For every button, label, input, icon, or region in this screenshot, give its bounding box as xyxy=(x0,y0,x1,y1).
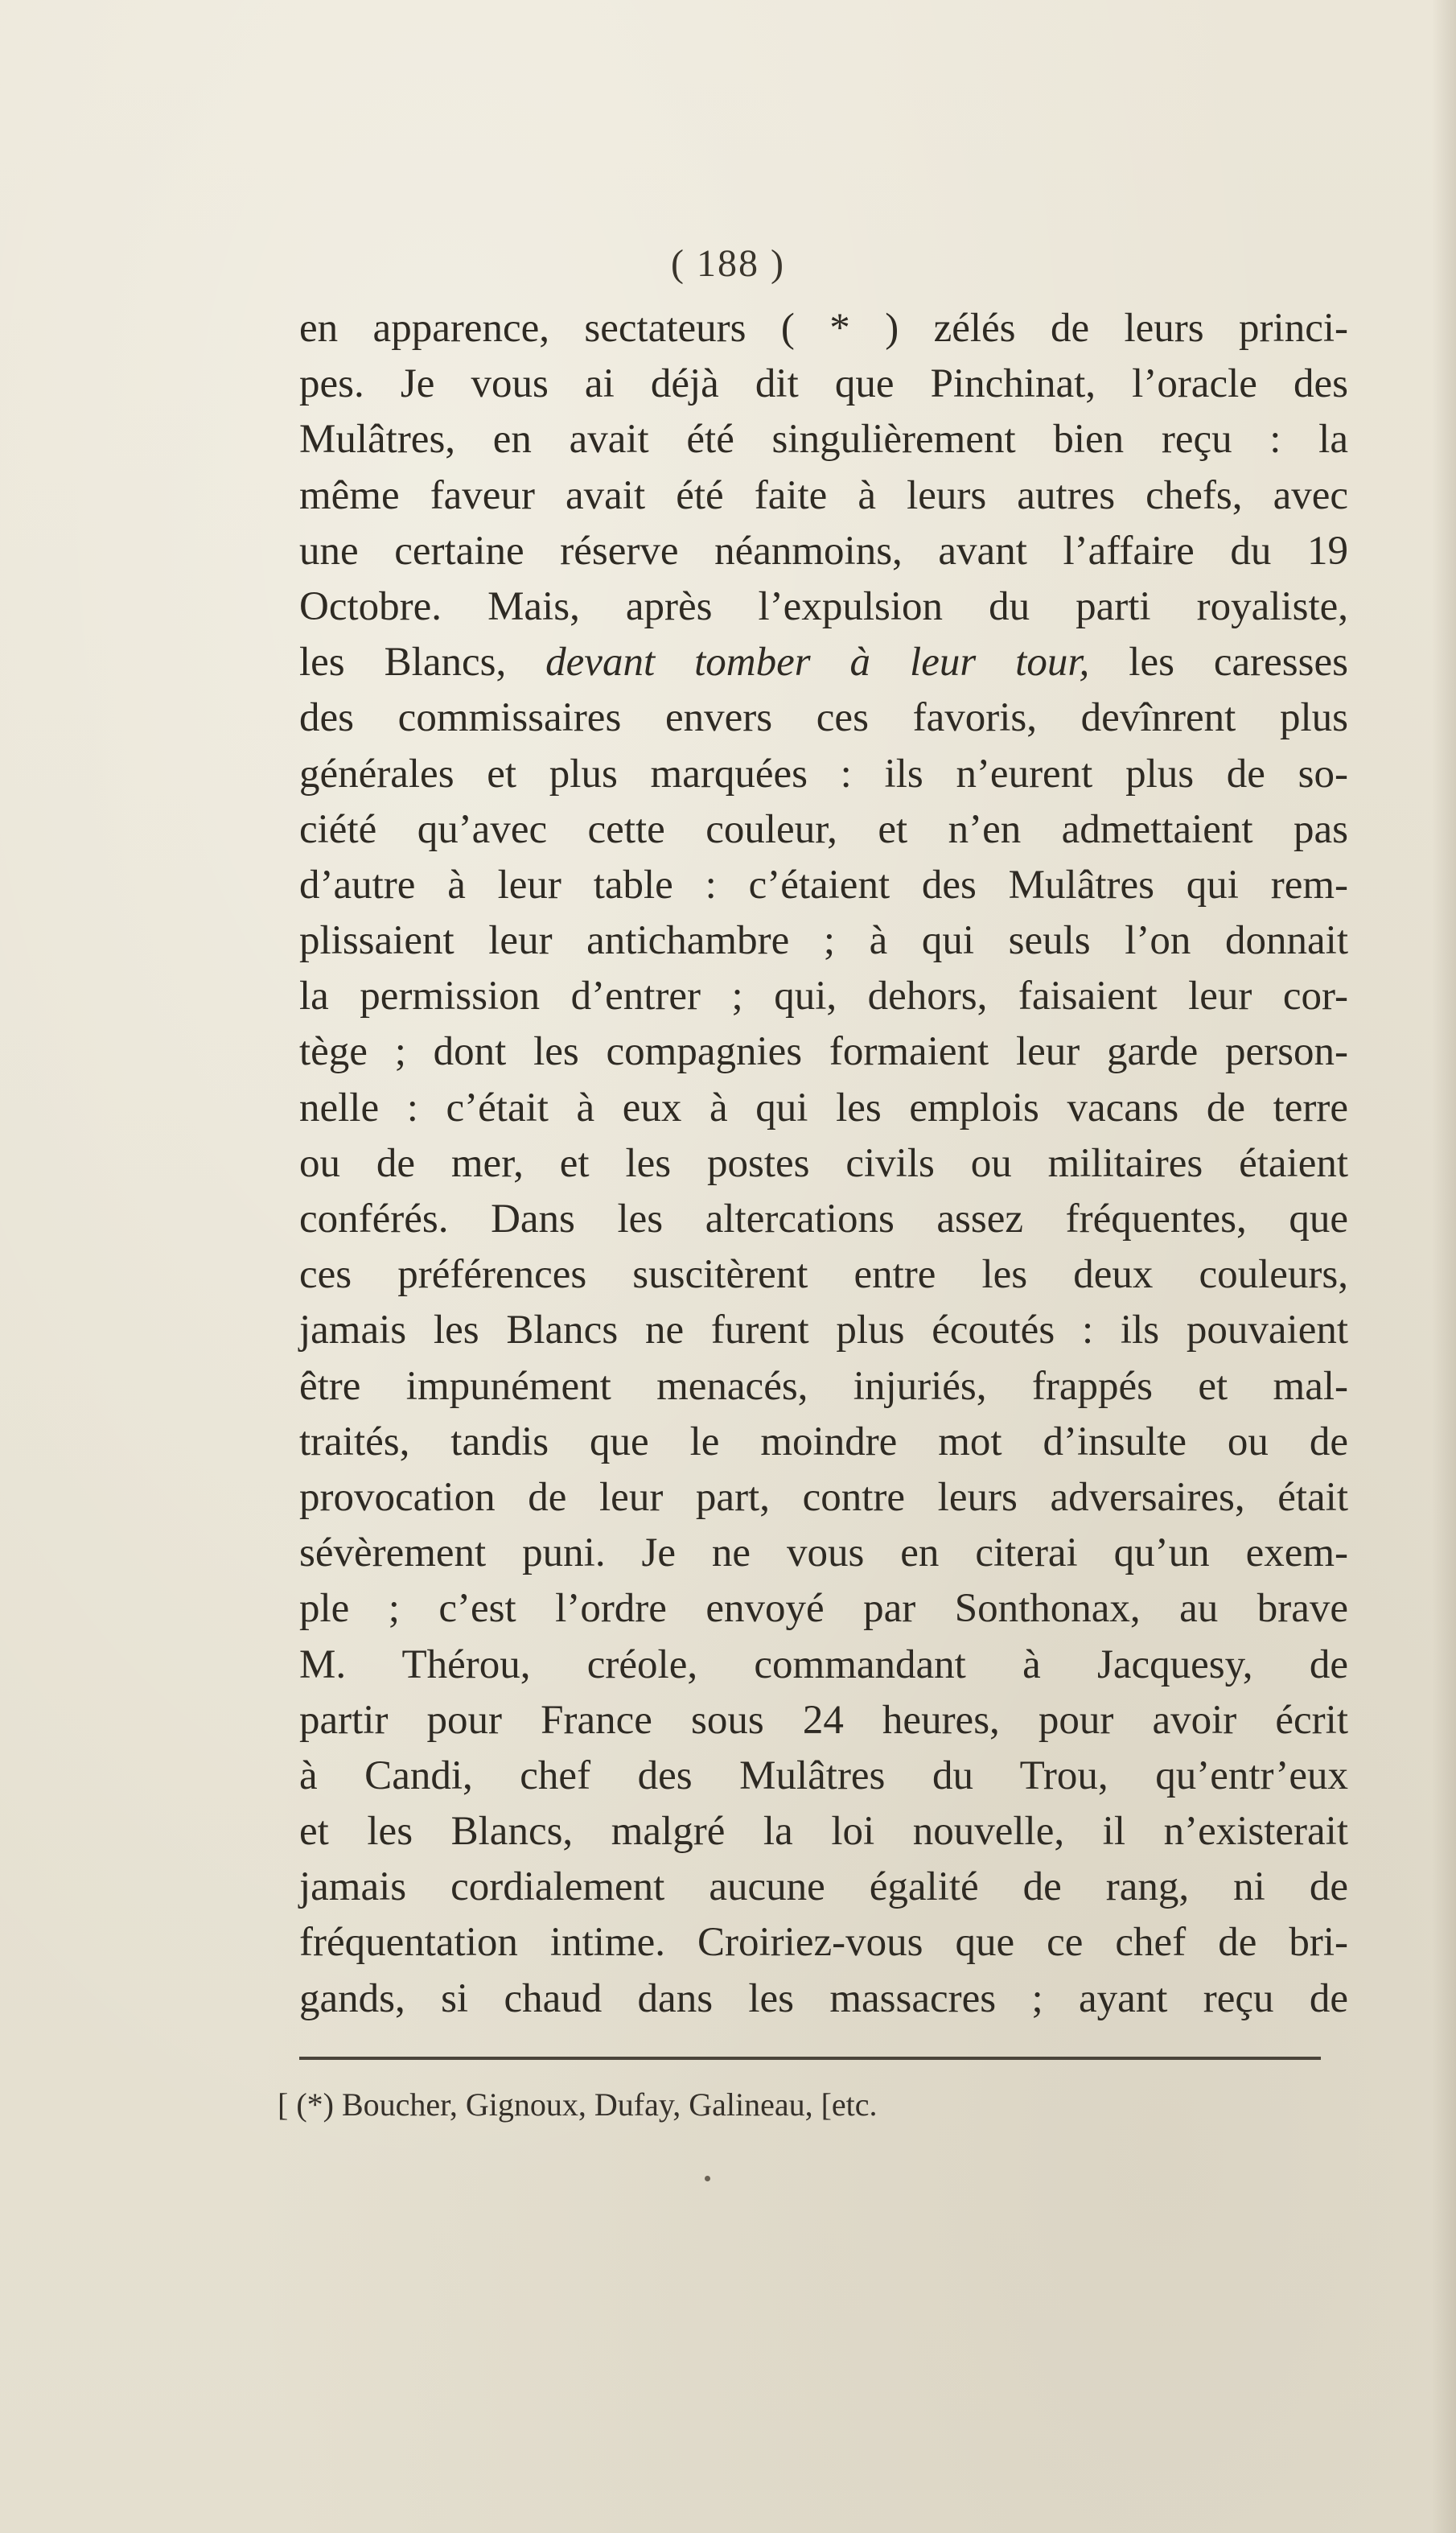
text-line: partir pour France sous 24 heures, pour avoir écrit xyxy=(299,1697,1348,1743)
text-line: ou de mer, et les postes civils ou militaires étaient xyxy=(299,1140,1348,1186)
page-number: ( 188 ) xyxy=(671,242,785,285)
text-segment: les Blancs, xyxy=(299,640,546,686)
text-line: même faveur avait été faite à leurs autres chefs, avec xyxy=(299,472,1348,518)
footnote-separator-rule xyxy=(299,2057,1321,2060)
text-line: fréquentation intime. Croiriez-vous que ce chef de bri- xyxy=(299,1920,1348,1966)
italic-phrase: devant tomber à leur tour, xyxy=(545,640,1090,686)
text-line: des commissaires envers ces favoris, devînrent plus xyxy=(299,695,1348,741)
text-line: M. Thérou, créole, commandant à Jacquesy, de xyxy=(299,1641,1348,1687)
text-line: d’autre à leur table : c’étaient des Mulâtres qui rem- xyxy=(299,862,1348,908)
page-edge-shadow xyxy=(1432,0,1456,2533)
text-line: être impunément menacés, injuriés, frappés et mal- xyxy=(299,1363,1348,1409)
text-line: ces préférences suscitèrent entre les deux couleurs, xyxy=(299,1252,1348,1298)
text-line: gands, si chaud dans les massacres ; ayant reçu de xyxy=(299,1975,1348,2021)
text-line: jamais cordialement aucune égalité de rang, ni de xyxy=(299,1864,1348,1910)
text-line: générales et plus marquées : ils n’eurent plus de so- xyxy=(299,751,1348,797)
text-line: conférés. Dans les altercations assez fréquentes, que xyxy=(299,1196,1348,1242)
text-line: en apparence, sectateurs ( * ) zélés de leurs princi- xyxy=(299,306,1348,351)
ink-speck xyxy=(705,2176,710,2181)
text-line: traités, tandis que le moindre mot d’insulte ou de xyxy=(299,1419,1348,1464)
text-line: jamais les Blancs ne furent plus écoutés : ils pouvaient xyxy=(299,1308,1348,1353)
text-line: sévèrement puni. Je ne vous en citerai qu’un exem- xyxy=(299,1530,1348,1576)
footnote: [ (*) Boucher, Gignoux, Dufay, Galineau, [etc. xyxy=(278,2086,878,2123)
text-line: ple ; c’est l’ordre envoyé par Sonthonax, au brave xyxy=(299,1586,1348,1632)
body-text xyxy=(299,301,1348,2027)
text-line: pes. Je vous ai déjà dit que Pinchinat, l’oracle des xyxy=(299,361,1348,407)
text-line: à Candi, chef des Mulâtres du Trou, qu’entr’eux xyxy=(299,1753,1348,1798)
text-line: tège ; dont les compagnies formaient leur garde person- xyxy=(299,1029,1348,1075)
text-line: la permission d’entrer ; qui, dehors, faisaient leur cor- xyxy=(299,974,1348,1019)
text-line: une certaine réserve néanmoins, avant l’affaire du 19 xyxy=(299,528,1348,574)
text-line: nelle : c’était à eux à qui les emplois vacans de terre xyxy=(299,1085,1348,1131)
text-segment: les caresses xyxy=(1089,640,1348,686)
text-line: Mulâtres, en avait été singulièrement bien reçu : la xyxy=(299,417,1348,463)
text-line: ciété qu’avec cette couleur, et n’en admettaient pas xyxy=(299,806,1348,852)
text-line: et les Blancs, malgré la loi nouvelle, il n’existerait xyxy=(299,1809,1348,1855)
text-line-with-italic xyxy=(299,635,1348,690)
text-line: Octobre. Mais, après l’expulsion du parti royaliste, xyxy=(299,583,1348,629)
text-line: provocation de leur part, contre leurs adversaires, était xyxy=(299,1474,1348,1520)
text-line: plissaient leur antichambre ; à qui seuls l’on donnait xyxy=(299,918,1348,964)
